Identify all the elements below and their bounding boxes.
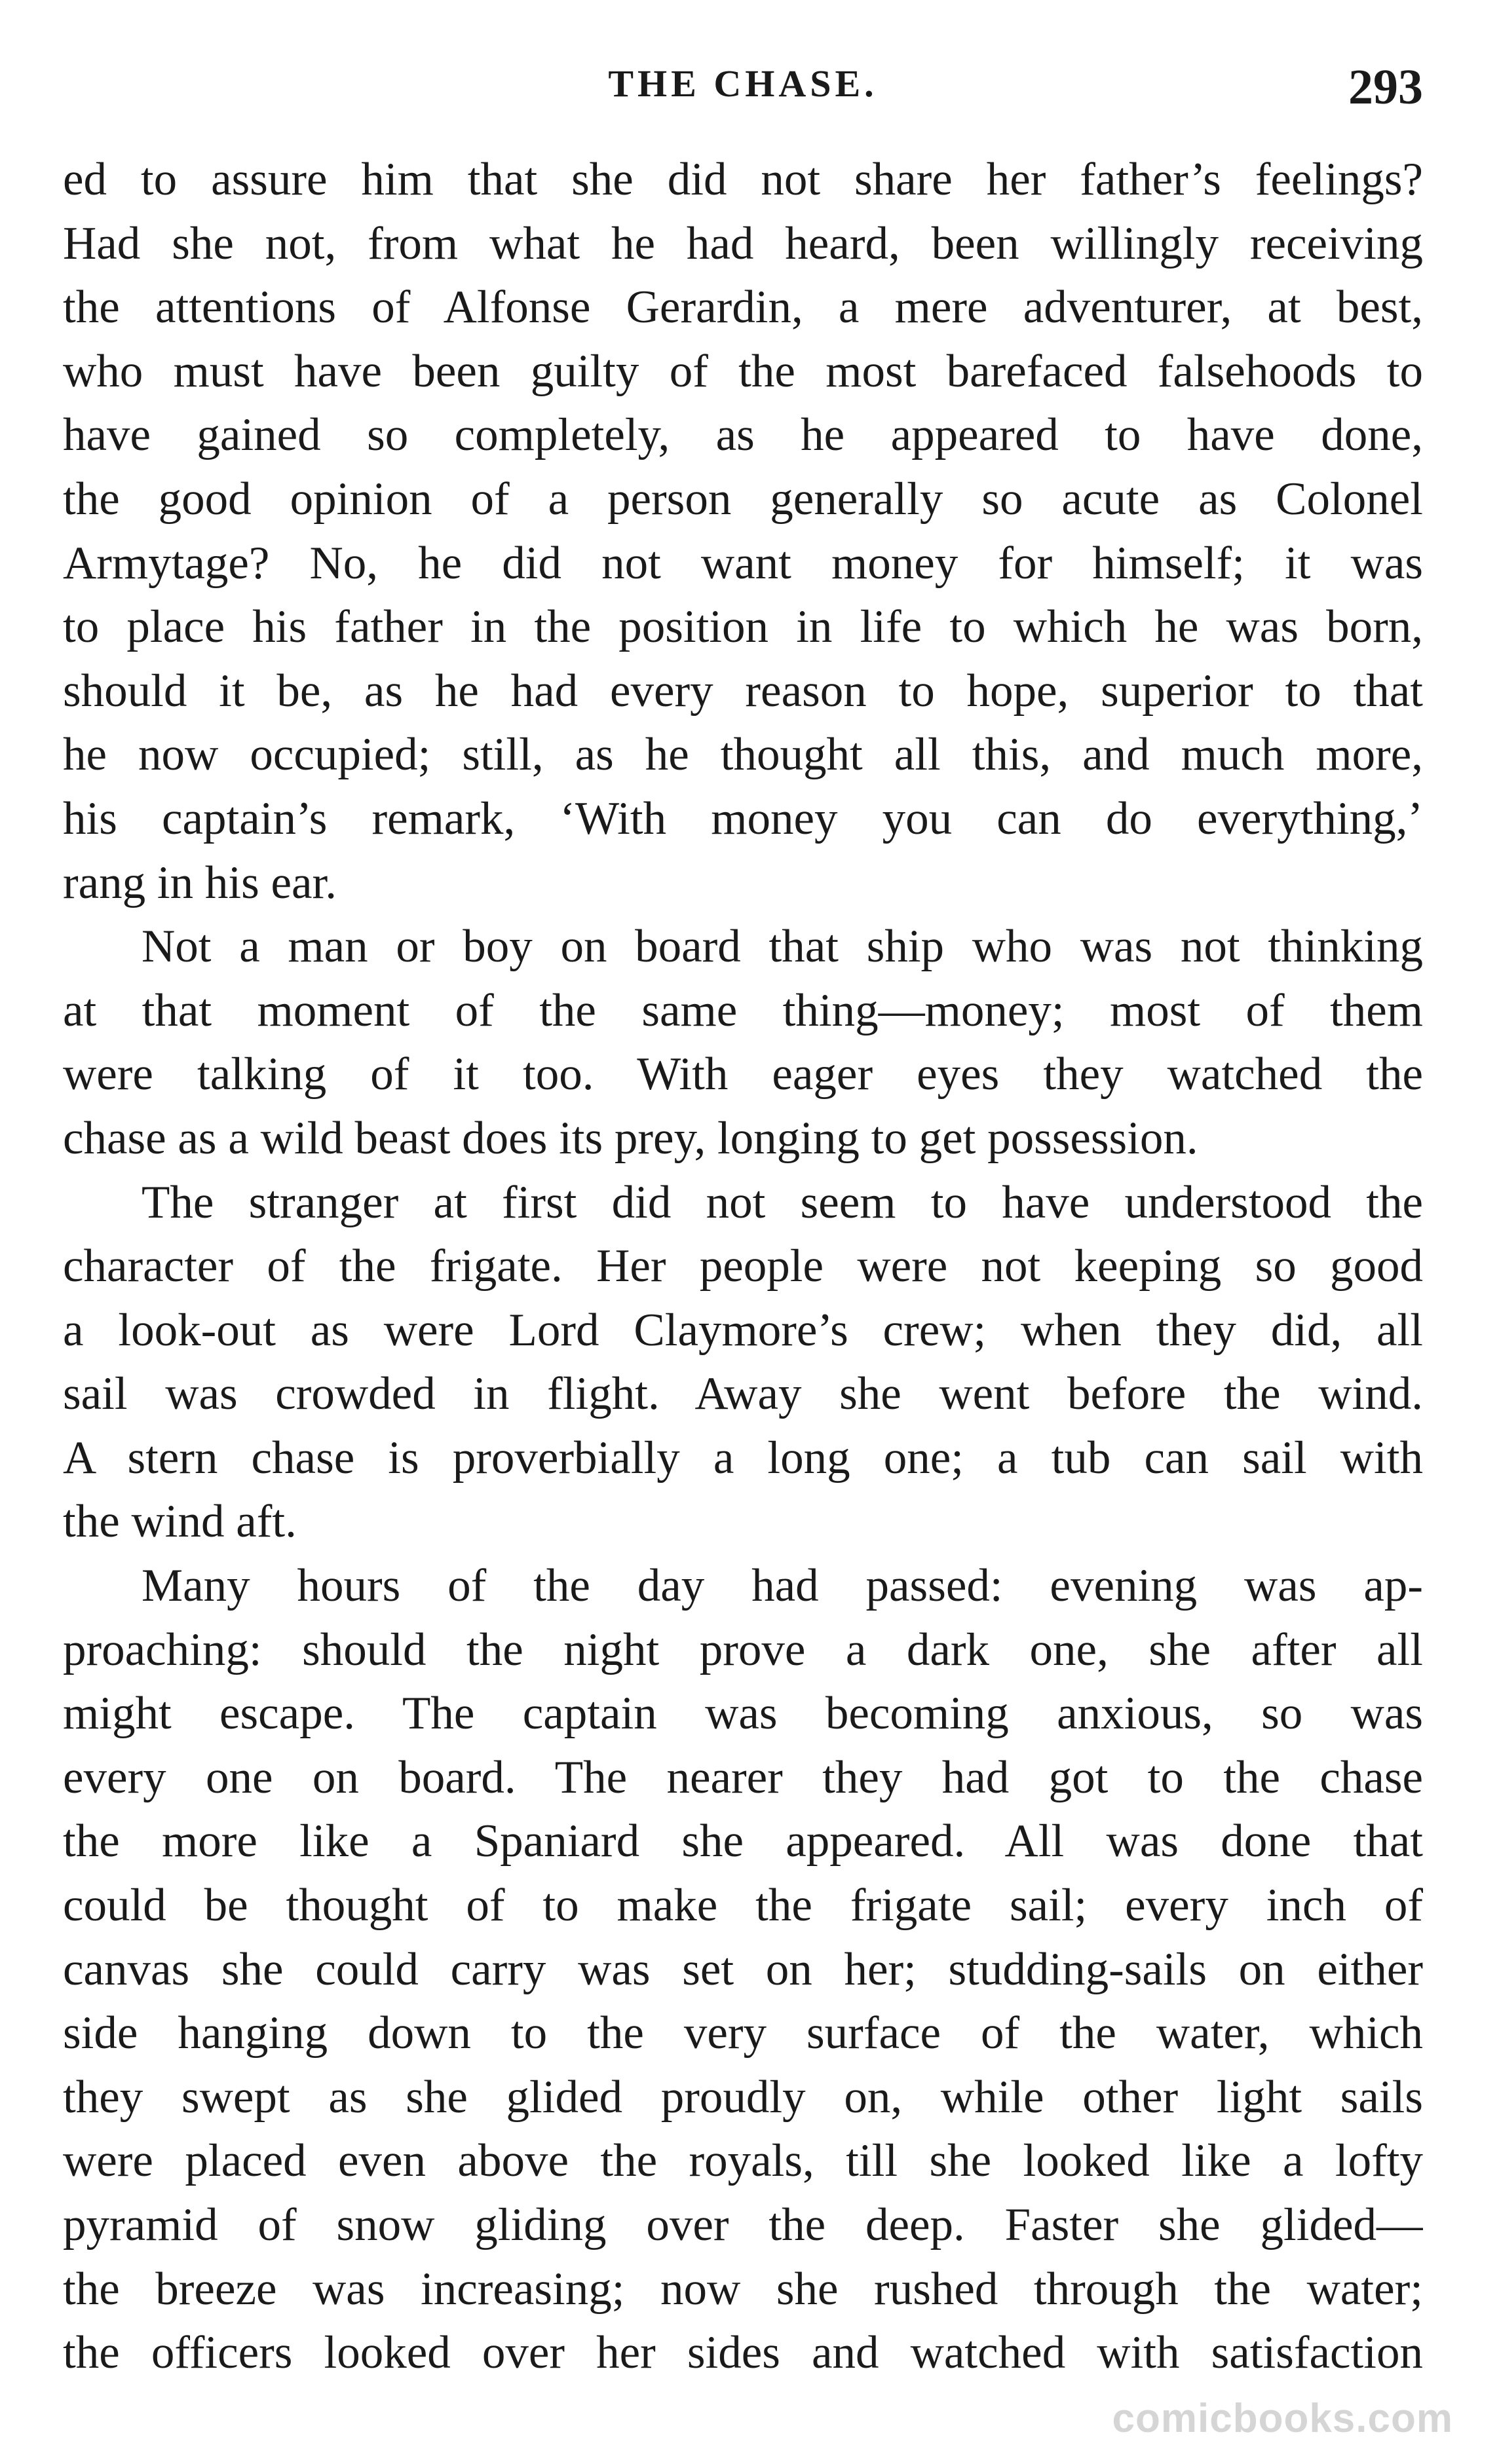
text-line: chase as a wild beast does its prey, longing to get possession.	[63, 1112, 1198, 1164]
running-head	[63, 59, 1423, 118]
text-line: could be thought of to make the frigate sail; every inch of	[63, 1880, 1423, 1932]
text-line: every one on board. The nearer they had got to the chase	[63, 1751, 1423, 1803]
text-line: might escape. The captain was becoming anxious, so was	[63, 1688, 1423, 1740]
text-line: were placed even above the royals, till she looked like a lofty	[63, 2135, 1423, 2187]
text-line: rang in his ear.	[63, 857, 337, 908]
text-line: A stern chase is proverbially a long one; a tub can sail with	[63, 1432, 1423, 1484]
text-line: have gained so completely, as he appeared to have done,	[63, 409, 1423, 461]
text-line: who must have been guilty of the most barefaced falsehoods to	[63, 345, 1423, 397]
text-line: canvas she could carry was set on her; studding-sails on either	[63, 1943, 1423, 1995]
text-line: the breeze was increasing; now she rushed through the water;	[63, 2263, 1423, 2315]
text-line: the officers looked over her sides and watched with satisfaction	[63, 2327, 1423, 2379]
text-line: ed to assure him that she did not share her father’s feelings?	[63, 154, 1423, 205]
text-line: sail was crowded in flight. Away she went before the wind.	[63, 1368, 1423, 1420]
text-line: the attentions of Alfonse Gerardin, a mere adventurer, at best,	[63, 282, 1423, 333]
text-line: proaching: should the night prove a dark one, she after all	[63, 1624, 1423, 1675]
text-line: should it be, as he had every reason to hope, superior to that	[63, 665, 1423, 717]
text-line: Had she not, from what he had heard, been willingly receiving	[63, 217, 1423, 269]
text-line: a look-out as were Lord Claymore’s crew; when they did, all	[63, 1304, 1423, 1356]
text-line: they swept as she glided proudly on, while other light sails	[63, 2071, 1423, 2123]
text-line: pyramid of snow gliding over the deep. Faster she glided—	[63, 2199, 1423, 2250]
site-watermark: comicbooks.com	[1112, 2396, 1453, 2441]
chapter-title: THE CHASE.	[608, 62, 878, 105]
text-line: character of the frigate. Her people were not keeping so good	[63, 1241, 1423, 1292]
text-line: Armytage? No, he did not want money for himself; it was	[63, 537, 1423, 589]
page-number: 293	[1348, 60, 1423, 115]
body-text	[63, 148, 1423, 2385]
text-line: at that moment of the same thing—money; most of them	[63, 984, 1423, 1036]
text-line: were talking of it too. With eager eyes they watched the	[63, 1049, 1423, 1100]
text-line: Not a man or boy on board that ship who was not thinking	[142, 921, 1423, 973]
text-line: the more like a Spaniard she appeared. All was done that	[63, 1816, 1423, 1867]
text-line: side hanging down to the very surface of the water, which	[63, 2007, 1423, 2059]
text-line: Many hours of the day had passed: evening was ap-	[142, 1560, 1423, 1612]
text-line: The stranger at first did not seem to have understood the	[142, 1176, 1423, 1228]
text-line: the wind aft.	[63, 1496, 297, 1548]
text-line: he now occupied; still, as he thought all this, and much more,	[63, 729, 1423, 781]
text-line: his captain’s remark, ‘With money you can do everything,’	[63, 793, 1423, 844]
text-line: to place his father in the position in life to which he was born,	[63, 601, 1423, 653]
text-line: the good opinion of a person generally so acute as Colonel	[63, 473, 1423, 525]
